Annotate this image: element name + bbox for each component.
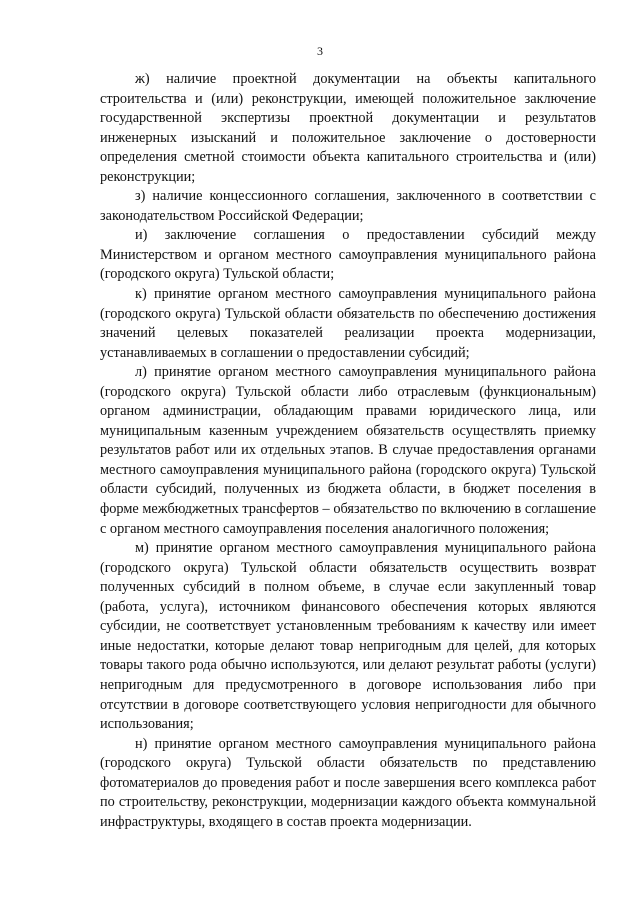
paragraph-k: к) принятие органом местного самоуправления муниципального района (городского округа) Тульской области обязательств по обеспечению достижения значений целевых показателей реализации проекта модернизации, устанавливаемых в соглашении о предоставлении субсидий; — [100, 286, 596, 361]
paragraph-l: л) принятие органом местного самоуправления муниципального района (городского округа) Тульской области либо отраслевым (функциональным) органом администрации, обладающим правами юридического лица, или муниципальным казенным учреждением обязательств осуществлять приемку результатов работ или их отдельных этапов. В случае предоставления органами местного самоуправления муниципального района (городского округа) Тульской области субсидий, полученных из бюджета области, в бюджет поселения в форме межбюджетных трансфертов – обязательство по включению в соглашение с органом местного самоуправления поселения аналогичного положения; — [100, 364, 596, 537]
paragraph-zh: ж) наличие проектной документации на объекты капитального строительства и (или) реконструкции, имеющей положительное заключение государственной экспертизы проектной документации и результатов инженерных изысканий и положительное заключение о достоверности определения сметной стоимости объекта капитального строительства и (или) реконструкции; — [100, 71, 596, 185]
paragraph-m: м) принятие органом местного самоуправления муниципального района (городского округа) Тульской области обязательств осуществить возврат полученных субсидий в полном объеме, в случае если закупленный товар (работа, услуга), источником финансового обеспечения которых являются субсидии, не соответствует установленным требованиям к качеству или имеет иные недостатки, которые делают товар непригодным для целей, для которых товары такого рода обычно используются, или делают результат работы (услуги) непригодным для предусмотренного в договоре использования либо при отсутствии в договоре соответствующего условия непригодности для обычного использования; — [100, 540, 596, 733]
paragraph-n: н) принятие органом местного самоуправления муниципального района (городского округа) Тульской области обязательств по представлению фотоматериалов до проведения работ и после завершения всего комплекса работ по строительству, реконструкции, модернизации каждого объекта коммунальной инфраструктуры, входящего в состав проекта модернизации. — [100, 735, 596, 830]
document-body — [100, 70, 596, 832]
page-number: 3 — [317, 44, 323, 58]
paragraph-i: и) заключение соглашения о предоставлении субсидий между Министерством и органом местного самоуправления муниципального района (городского округа) Тульской области; — [100, 227, 596, 283]
paragraph-z: з) наличие концессионного соглашения, заключенного в соответствии с законодательством Российской Федерации; — [100, 188, 596, 224]
